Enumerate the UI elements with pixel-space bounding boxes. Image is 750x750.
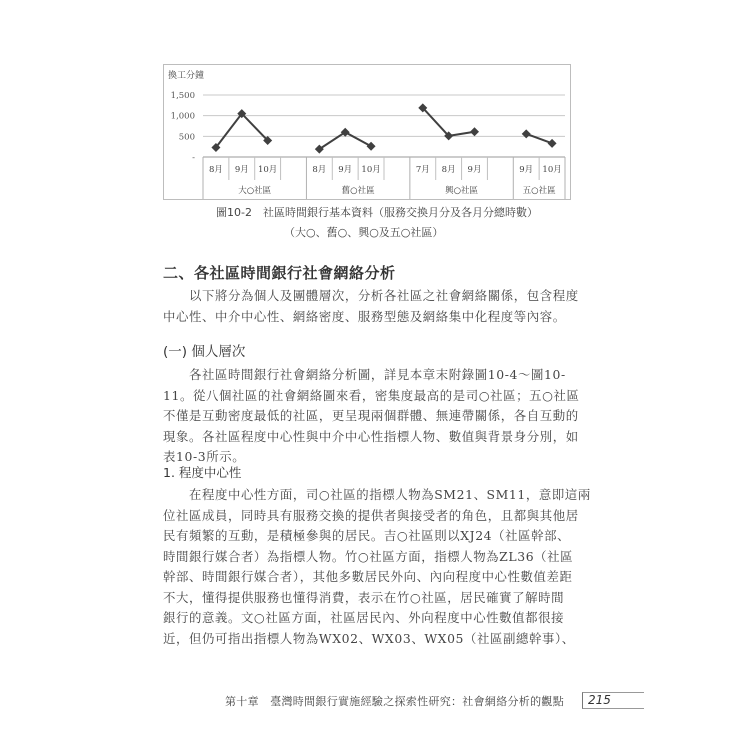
- text-line: 幹部、時間銀行媒合者），其他多數居民外向、內向程度中心性數值差距: [163, 569, 573, 584]
- y-tick-label: -: [192, 153, 195, 163]
- figure-caption: 圖10-2 社區時間銀行基本資料（服務交換月分及各月分總時數）: [216, 206, 538, 219]
- text-line: 11。從八個社區的社會網絡圖來看，密集度最高的是司○社區；五○社區: [163, 387, 580, 403]
- x-group-label: 大○社區: [238, 186, 272, 196]
- line-chart: [164, 65, 572, 201]
- text-line: 各社區時間銀行社會網絡分析圖，詳見本章末附錄圖10-4～圖10-: [163, 367, 566, 382]
- x-tick-label: 10月: [361, 165, 381, 175]
- y-tick-label: 1,500: [170, 91, 195, 101]
- section-heading: 二、各社區時間銀行社會網絡分析: [163, 264, 396, 282]
- subsection-heading: (一) 個人層次: [163, 344, 246, 360]
- text-line: 表10-3所示。: [163, 449, 246, 464]
- x-group-label: 舊○社區: [341, 186, 375, 196]
- figure-caption-subtitle: （大○、舊○、興○及五○社區）: [284, 226, 444, 239]
- x-tick-label: 8月: [312, 165, 327, 175]
- text-line: 位社區成員，同時具有服務交換的提供者與接受者的角色，且都與其他居: [163, 507, 579, 523]
- section-intro-paragraph: [163, 286, 583, 327]
- text-line: 在程度中心性方面，司○社區的指標人物為SM21、SM11，意即這兩: [163, 487, 591, 502]
- series-line: [526, 134, 552, 144]
- chart-y-unit-label: 換工分鐘: [168, 71, 205, 81]
- data-point-marker: [367, 142, 376, 151]
- data-point-marker: [470, 127, 479, 136]
- text-line: 時間銀行媒合者）為指標人物。竹○社區方面，指標人物為ZL36（社區: [163, 548, 574, 564]
- x-tick-label: 8月: [208, 165, 223, 175]
- page-number: 215: [588, 693, 611, 707]
- text-line: 以下將分為個人及團體層次，分析各社區之社會網絡關係，包含程度: [163, 288, 579, 303]
- text-line: 中心性、中介中心性、網絡密度、服務型態及網絡集中化程度等內容。: [163, 308, 566, 324]
- text-line: 民有頻繁的互動，是積極參與的居民。吉○社區則以XJ24（社區幹部、: [163, 528, 571, 543]
- x-tick-label: 10月: [257, 165, 278, 175]
- data-point-marker: [548, 139, 557, 148]
- series-line: [216, 114, 268, 148]
- text-line: 不大，懂得提供服務也懂得消費，表示在竹○社區，居民確實了解時間: [163, 589, 565, 605]
- x-tick-label: 9月: [234, 165, 249, 175]
- text-line: 銀行的意義。文○社區方面，社區居民內、外向程度中心性數值都很接: [163, 610, 565, 625]
- item-heading: 1. 程度中心性: [163, 465, 242, 480]
- x-tick-label: 10月: [542, 165, 562, 175]
- text-line: 現象。各社區程度中心性與中介中心性指標人物、數值與背景身分別，如: [163, 428, 579, 444]
- subsection-paragraph-1: [163, 365, 583, 468]
- subsection-paragraph-2: [163, 485, 591, 649]
- text-line: 近，但仍可指出指標人物為WX02、WX03、WX05（社區副總幹事）、: [163, 630, 575, 646]
- chart-frame: [163, 64, 571, 200]
- x-tick-label: 9月: [467, 165, 482, 175]
- running-footer-chapter: 第十章 臺灣時間銀行實施經驗之探索性研究：社會網絡分析的觀點: [225, 695, 564, 708]
- x-group-label: 五○社區: [522, 186, 556, 196]
- x-tick-label: 9月: [519, 165, 534, 175]
- x-tick-label: 9月: [338, 165, 353, 175]
- text-line: 不僅是互動密度最低的社區，更呈現兩個群體、無連帶關係，各自互動的: [163, 408, 579, 423]
- x-tick-label: 7月: [415, 165, 430, 175]
- x-tick-label: 8月: [441, 165, 456, 175]
- data-point-marker: [522, 129, 531, 138]
- y-tick-label: 1,000: [170, 111, 195, 122]
- x-group-label: 興○社區: [445, 186, 479, 196]
- y-tick-label: 500: [178, 132, 195, 143]
